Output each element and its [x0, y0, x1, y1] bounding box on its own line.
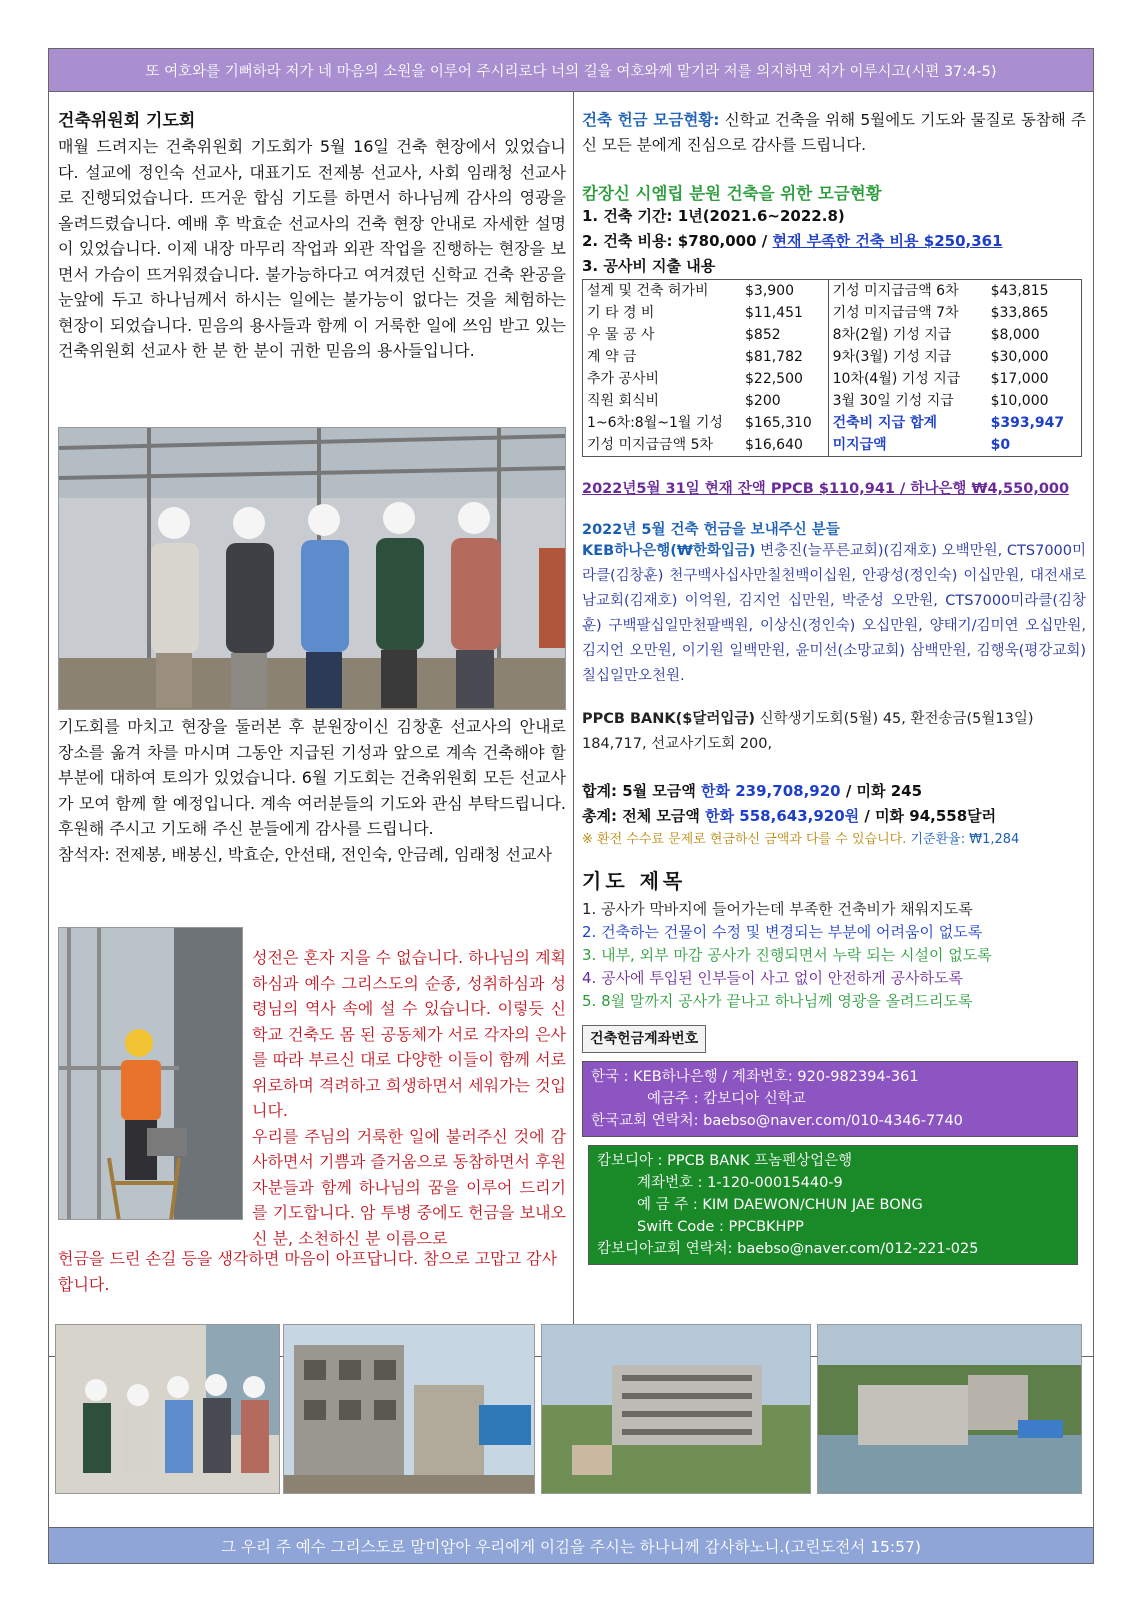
donors-title: 2022년 5월 건축 헌금을 보내주신 분들 — [582, 522, 840, 538]
expense-item: 기성 미지급금액 5차 — [587, 437, 713, 453]
expense-item: 우 물 공 사 — [587, 327, 655, 343]
top-verse-banner — [48, 48, 1094, 92]
expense-row — [583, 280, 1082, 303]
cambodia-account-line1: 캄보디아 : PPCB BANK 프놈펜상업은행 — [597, 1153, 853, 1169]
strip-photo-3 — [541, 1324, 811, 1494]
keb-text: 변충진(늘푸른교회)(김재호) 오백만원, CTS7000미라클(김창훈) 천구백사십사만칠천백이십원, 안광성(정인숙) 이십만원, 대전새로남교회(김재호) 이억원, 김지언 십만원, 박준성 오만원, CTS7000미라클(김창훈) 구백팔십일만천팔백원, 이상신(정인숙) 오십만원, 양태기/김미연 오십만원, 김지언 오만원, 이기원 일백만원, 윤미선(소망교회) 삼백만원, 김행욱(평강교회) 칠십일만오천원. — [582, 543, 1086, 684]
prayer-item: 3. 내부, 외부 마감 공사가 진행되면서 누락 되는 시설이 없도록 — [582, 946, 992, 964]
expense-amount: $33,865 — [990, 305, 1049, 321]
expense-amount: $30,000 — [990, 349, 1049, 365]
expense-amount: $8,000 — [990, 327, 1040, 343]
expense-table — [582, 279, 1082, 457]
strip-photo-4 — [817, 1324, 1082, 1494]
expense-item: 기성 미지급금액 7차 — [828, 302, 987, 324]
fund-status-text: 신학교 건축을 위해 5월에도 기도와 물질로 동참해 주신 모든 분에게 진심으로 감사를 드립니다. — [582, 111, 1086, 154]
expense-item: 3월 30일 기성 지급 — [828, 390, 987, 412]
expense-amount: $3,900 — [745, 283, 794, 299]
strip-photo-2-image — [284, 1325, 535, 1494]
expense-row — [583, 302, 1082, 324]
worker-photo — [58, 927, 243, 1220]
keb-label: KEB하나은행(₩한화입금) — [582, 543, 756, 559]
attendees: 참석자: 전제봉, 배봉신, 박효순, 안선태, 전인숙, 안금례, 임래청 선교사 — [58, 844, 552, 864]
expense-item: 9차(3월) 기성 지급 — [828, 346, 987, 368]
cambodia-account-line2: 계좌번호 : 1-120-00015440-9 — [637, 1175, 843, 1191]
red-paragraph-1: 성전은 혼자 지을 수 없습니다. 하나님의 계획하심과 예수 그리스도의 순종, 성취하심과 성령님의 역사 속에 설 수 있습니다. 이렇듯 신학교 건축도 몸 된 공동체가 서로 각자의 은사를 따라 부르신 대로 다양한 이들이 함께 서로 위로하며 격려하고 희생하면서 세워가는 것입니다. — [252, 948, 567, 1120]
left-paragraph-1: 매월 드려지는 건축위원회 기도회가 5월 16일 건축 현장에서 있었습니다. 설교에 정인숙 선교사, 대표기도 전제봉 선교사, 사회 임래청 선교사로 진행되었습니다. 뜨거운 합심 기도를 하면서 하나님께 감사의 영광을 올려드렸습니다. 예배 후 박효순 선교사의 건축 현장 안내로 자세한 설명이 있었습니다. 이제 내장 마무리 작업과 외관 작업을 진행하는 현장을 보면서 가슴이 뜨거워졌습니다. 불가능하다고 여겨졌던 신학교 건축 완공을 눈앞에 두고 하나님께서 하시는 일에는 불가능이 없다는 것을 체험하는 현장이 되었습니다. 믿음의 용사들과 함께 이 거룩한 일에 쓰임 받고 있는 건축위원회 선교사 한 분 한 분이 귀한 믿음의 용사들입니다. — [58, 137, 566, 360]
strip-photo-1 — [55, 1324, 280, 1494]
expense-item: 건축비 지급 합계 — [828, 412, 987, 434]
expense-amount: $393,947 — [990, 415, 1065, 431]
fund-status — [582, 108, 1086, 158]
left-title: 건축위원회 기도회 — [58, 111, 196, 131]
balance: 2022년5월 31일 현재 잔액 PPCB $110,941 / 하나은행 ₩4,550,000 — [582, 481, 1070, 497]
korea-account-line3: 한국교회 연락처: baebso@naver.com/010-4346-7740 — [591, 1113, 963, 1129]
strip-photo-3-image — [542, 1325, 811, 1494]
ppcb-label: PPCB BANK($달러입금) — [582, 711, 756, 727]
group-photo — [58, 427, 566, 710]
prayer-item: 4. 공사에 투입된 인부들이 사고 없이 안전하게 공사하도록 — [582, 969, 963, 987]
expense-row — [583, 434, 1082, 457]
expense-item: 8차(2월) 기성 지급 — [828, 324, 987, 346]
expense-row — [583, 390, 1082, 412]
ppcb-donors — [582, 707, 1086, 757]
monthly-sum — [582, 779, 1086, 804]
exchange-note-text: ※ 환전 수수료 문제로 현금하신 금액과 다를 수 있습니다. — [582, 832, 911, 847]
monthly-sum-krw: 한화 239,708,920 — [701, 782, 841, 800]
expense-amount: $81,782 — [745, 349, 803, 365]
expense-amount: $11,451 — [745, 305, 803, 321]
grand-total-label: 총계: 전체 모금액 — [582, 807, 706, 825]
expense-item: 직원 회식비 — [587, 393, 660, 409]
expense-amount: $10,000 — [990, 393, 1049, 409]
expense-item: 기성 미지급금액 6차 — [828, 280, 987, 303]
bottom-verse: 그 우리 주 예수 그리스도로 말미암아 우리에게 이김을 주시는 하나니께 감사하노니.(고린도전서 15:57) — [221, 1537, 921, 1556]
grand-total-krw: 한화 558,643,920원 — [705, 807, 860, 825]
expense-amount: $43,815 — [990, 283, 1049, 299]
left-lower — [58, 714, 566, 867]
exchange-rate: 기준환율: ₩1,284 — [910, 832, 1020, 847]
left-column — [58, 108, 566, 364]
fund-status-label: 건축 헌금 모금현황: — [582, 111, 720, 129]
expense-amount: $200 — [745, 393, 781, 409]
expense-amount: $22,500 — [745, 371, 803, 387]
worker-photo-image — [59, 928, 243, 1220]
red-text-1 — [252, 945, 566, 1251]
expense-row — [583, 368, 1082, 390]
grand-total — [582, 804, 1086, 829]
column-divider — [573, 92, 574, 1356]
korea-account-line1: 한국 : KEB하나은행 / 계좌번호: 920-982394-361 — [591, 1069, 919, 1085]
bottom-verse-banner — [48, 1527, 1094, 1564]
expense-amount: $0 — [990, 437, 1011, 453]
expense-amount: $165,310 — [745, 415, 812, 431]
prayer-item: 1. 공사가 막바지에 들어가는데 부족한 건축비가 채워지도록 — [582, 900, 973, 918]
red-paragraph-2: 우리를 주님의 거룩한 일에 불러주신 것에 감사하면서 기쁨과 즐거움으로 동참하면서 후원자분들과 함께 하나님의 꿈을 이루어 드리기를 기도합니다. 암 투병 중에도 헌금을 보내오신 분, 소천하신 분 이름으로 — [252, 1126, 567, 1248]
expense-amount: $852 — [745, 327, 781, 343]
strip-photo-1-image — [56, 1325, 280, 1494]
expense-item: 기 타 경 비 — [587, 305, 655, 321]
prayer-item: 2. 건축하는 건물이 수정 및 변경되는 부분에 어려움이 없도록 — [582, 923, 983, 941]
expense-item: 10차(4월) 기성 지급 — [828, 368, 987, 390]
build-period: 1. 건축 기간: 1년(2021.6~2022.8) — [582, 207, 845, 225]
expense-amount: $17,000 — [990, 371, 1049, 387]
prayer-item: 5. 8월 말까지 공사가 끝나고 하나님께 영광을 올려드리도록 — [582, 992, 973, 1010]
red-text-2: 헌금을 드린 손길 등을 생각하면 마음이 아프답니다. 참으로 고맙고 감사합니다. — [58, 1249, 558, 1294]
expense-row — [583, 324, 1082, 346]
korea-account-box — [582, 1061, 1078, 1137]
ppcb-text: 신학생기도회(5월) 45, 환전송금(5월13일) 184,717, 선교사기도회 200, — [582, 711, 1034, 752]
build-cost-label: 2. 건축 비용: $780,000 / — [582, 232, 773, 250]
monthly-sum-label: 합계: 5월 모금액 — [582, 782, 702, 800]
expense-item: 설계 및 건축 허가비 — [587, 283, 709, 299]
strip-photo-2 — [283, 1324, 535, 1494]
grand-total-usd: / 미화 94,558달러 — [859, 807, 997, 825]
monthly-sum-usd: / 미화 245 — [840, 782, 923, 800]
build-cost — [582, 229, 1086, 254]
top-verse: 또 여호와를 기뻐하라 저가 네 마음의 소원을 이루어 주시리로다 너의 길을 여호와께 맡기라 저를 의지하면 저가 이루시고(시편 37:4-5) — [145, 63, 997, 80]
prayer-list — [582, 898, 1086, 1013]
cambodia-account-line4: Swift Code : PPCBKHPP — [637, 1219, 804, 1235]
exchange-note — [582, 829, 1086, 851]
account-tag: 건축헌금계좌번호 — [582, 1025, 706, 1053]
left-paragraph-2: 기도회를 마치고 현장을 둘러본 후 분원장이신 김창훈 선교사의 안내로 장소를 옮겨 차를 마시며 그동안 지급된 기성과 앞으로 계속 건축해야 할 부분에 대하여 토의가 있었습니다. 6월 기도회는 건축위원회 모든 선교사가 모여 함께 할 예정입니다. 계속 여러분들의 기도와 관심 부탁드립니다. 후원해 주시고 기도해 주신 분들에게 감사를 드립니다. — [58, 717, 566, 838]
expense-title: 3. 공사비 지출 내용 — [582, 257, 716, 275]
build-cost-shortage: 현재 부족한 건축 비용 $250,361 — [772, 232, 1003, 250]
cambodia-account-box — [588, 1145, 1078, 1265]
expense-item: 계 약 금 — [587, 349, 637, 365]
group-photo-image — [59, 428, 566, 710]
keb-donors — [582, 539, 1086, 689]
expense-item: 추가 공사비 — [587, 371, 660, 387]
right-column — [582, 108, 1086, 1265]
strip-photo-4-image — [818, 1325, 1082, 1494]
cambodia-account-line3: 예 금 주 : KIM DAEWON/CHUN JAE BONG — [637, 1197, 923, 1213]
expense-row — [583, 412, 1082, 434]
expense-item: 1~6차:8월~1월 기성 — [587, 415, 723, 431]
korea-account-line2: 예금주 : 캄보디아 신학교 — [647, 1091, 806, 1107]
prayer-title: 기도 제목 — [582, 869, 687, 893]
expense-item: 미지급액 — [828, 434, 987, 457]
fund-title: 캄장신 시엠립 분원 건축을 위한 모금현황 — [582, 184, 882, 203]
expense-amount: $16,640 — [745, 437, 803, 453]
expense-row — [583, 346, 1082, 368]
cambodia-account-line5: 캄보디아교회 연락처: baebso@naver.com/012-221-025 — [597, 1241, 979, 1257]
